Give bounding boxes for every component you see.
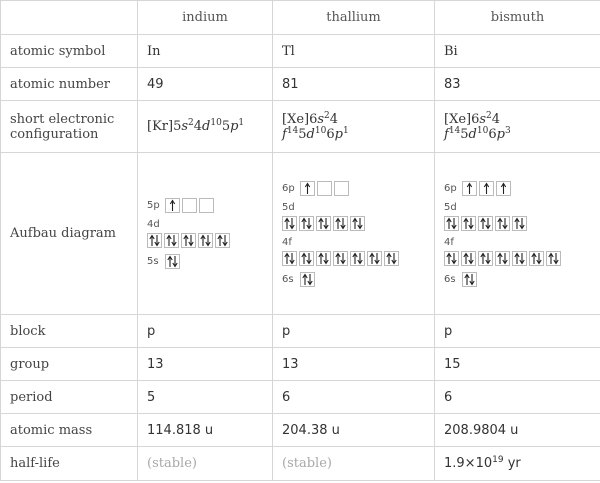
paired-orbital-box <box>495 216 510 231</box>
orbital-6s <box>444 272 591 287</box>
paired-arrows-icon <box>167 255 178 268</box>
paired-orbital-box <box>529 251 544 266</box>
orbital-boxes <box>165 254 180 269</box>
orbital-boxes <box>300 181 349 196</box>
paired-arrows-icon <box>301 252 312 265</box>
value-bismuth-block: p <box>435 315 600 348</box>
paired-orbital-box <box>461 251 476 266</box>
label-config: short electronic configuration <box>1 101 138 153</box>
row-half-life <box>1 447 600 481</box>
orbital-5p <box>147 198 263 213</box>
paired-orbital-box <box>165 254 180 269</box>
value-thallium-block: p <box>273 315 435 348</box>
orbital-boxes <box>462 181 511 196</box>
paired-arrows-icon <box>301 217 312 230</box>
paired-arrows-icon <box>464 273 475 286</box>
label-half-life: half-life <box>1 447 138 481</box>
value-indium-symbol: In <box>138 35 273 68</box>
spin-up-orbital-box <box>496 181 511 196</box>
header-thallium: thallium <box>273 1 435 35</box>
value-indium-block: p <box>138 315 273 348</box>
paired-arrows-icon <box>531 252 542 265</box>
value-thallium-config: $[Xe]6s^24$ $f^{14}5d^{10}6p^1$ <box>273 101 435 153</box>
header-row <box>1 1 600 35</box>
value-bismuth-symbol: Bi <box>435 35 600 68</box>
spin-up-orbital-box <box>479 181 494 196</box>
paired-arrows-icon <box>335 252 346 265</box>
orbital-label: 6p <box>282 182 295 194</box>
label-atomic-number: atomic number <box>1 68 138 101</box>
paired-orbital-box <box>316 251 331 266</box>
orbital-6p <box>444 181 591 196</box>
paired-arrows-icon <box>369 252 380 265</box>
up-arrow-icon <box>498 182 509 195</box>
row-period <box>1 381 600 414</box>
paired-arrows-icon <box>149 234 160 247</box>
paired-arrows-icon <box>480 252 491 265</box>
paired-arrows-icon <box>302 273 313 286</box>
paired-arrows-icon <box>463 252 474 265</box>
orbital-6s <box>282 272 425 287</box>
paired-orbital-box <box>512 216 527 231</box>
label-block: block <box>1 315 138 348</box>
value-bismuth-mass: 208.9804 u <box>435 414 600 447</box>
value-thallium-mass: 204.38 u <box>273 414 435 447</box>
orbital-boxes <box>165 198 214 213</box>
orbital-boxes <box>462 272 477 287</box>
paired-orbital-box <box>147 233 162 248</box>
orbital-label: 5s <box>147 256 159 267</box>
up-arrow-icon <box>464 182 475 195</box>
orbital-5s <box>147 254 263 269</box>
empty-orbital-box <box>182 198 197 213</box>
orbital-label: 5d <box>282 201 295 213</box>
orbital-boxes <box>444 216 591 231</box>
paired-arrows-icon <box>446 217 457 230</box>
row-atomic-symbol <box>1 35 600 68</box>
label-atomic-mass: atomic mass <box>1 414 138 447</box>
value-thallium-symbol: Tl <box>273 35 435 68</box>
paired-orbital-box <box>495 251 510 266</box>
orbital-boxes <box>300 272 315 287</box>
paired-orbital-box <box>444 251 459 266</box>
paired-orbital-box <box>462 272 477 287</box>
orbital-boxes <box>147 233 263 248</box>
orbital-label: 6s <box>282 273 294 285</box>
value-thallium-half-life: (stable) <box>273 447 435 481</box>
paired-orbital-box <box>478 216 493 231</box>
orbital-boxes <box>444 251 591 266</box>
row-group <box>1 348 600 381</box>
row-aufbau <box>1 153 600 315</box>
orbital-label: 5d <box>444 201 457 213</box>
value-indium-half-life: (stable) <box>138 447 273 481</box>
paired-orbital-box <box>350 216 365 231</box>
spin-up-orbital-box <box>300 181 315 196</box>
paired-orbital-box <box>367 251 382 266</box>
orbital-4d <box>147 219 263 248</box>
paired-orbital-box <box>546 251 561 266</box>
value-bismuth-config: $[Xe]6s^24$ $f^{14}5d^{10}6p^3$ <box>435 101 600 153</box>
orbital-boxes <box>282 251 425 266</box>
value-bismuth-period: 6 <box>435 381 600 414</box>
paired-arrows-icon <box>200 234 211 247</box>
paired-arrows-icon <box>318 217 329 230</box>
paired-orbital-box <box>461 216 476 231</box>
value-indium-period: 5 <box>138 381 273 414</box>
paired-orbital-box <box>282 216 297 231</box>
row-config <box>1 101 600 153</box>
paired-orbital-box <box>300 272 315 287</box>
up-arrow-icon <box>167 199 178 212</box>
paired-arrows-icon <box>514 217 525 230</box>
paired-arrows-icon <box>217 234 228 247</box>
orbital-label: 4d <box>147 219 160 230</box>
paired-arrows-icon <box>480 217 491 230</box>
paired-arrows-icon <box>514 252 525 265</box>
paired-arrows-icon <box>463 217 474 230</box>
label-group: group <box>1 348 138 381</box>
paired-orbital-box <box>478 251 493 266</box>
orbital-label: 4f <box>444 236 454 248</box>
up-arrow-icon <box>481 182 492 195</box>
value-indium-group: 13 <box>138 348 273 381</box>
paired-arrows-icon <box>166 234 177 247</box>
orbital-4f <box>282 237 425 266</box>
up-arrow-icon <box>302 182 313 195</box>
paired-arrows-icon <box>497 252 508 265</box>
paired-orbital-box <box>350 251 365 266</box>
header-indium: indium <box>138 1 273 35</box>
aufbau-thallium <box>273 153 435 315</box>
paired-arrows-icon <box>497 217 508 230</box>
row-block <box>1 315 600 348</box>
paired-orbital-box <box>215 233 230 248</box>
paired-orbital-box <box>512 251 527 266</box>
orbital-label: 6p <box>444 182 457 194</box>
paired-orbital-box <box>282 251 297 266</box>
aufbau-indium <box>138 153 273 315</box>
header-empty <box>1 1 138 35</box>
paired-arrows-icon <box>284 252 295 265</box>
paired-orbital-box <box>316 216 331 231</box>
paired-orbital-box <box>333 216 348 231</box>
aufbau-bismuth <box>435 153 600 315</box>
orbital-5d <box>282 202 425 231</box>
header-bismuth: bismuth <box>435 1 600 35</box>
paired-orbital-box <box>164 233 179 248</box>
orbital-label: 5p <box>147 200 160 211</box>
paired-orbital-box <box>198 233 213 248</box>
paired-orbital-box <box>299 251 314 266</box>
orbital-6p <box>282 181 425 196</box>
paired-orbital-box <box>444 216 459 231</box>
value-thallium-group: 13 <box>273 348 435 381</box>
spin-up-orbital-box <box>462 181 477 196</box>
paired-orbital-box <box>181 233 196 248</box>
paired-orbital-box <box>384 251 399 266</box>
paired-arrows-icon <box>284 217 295 230</box>
paired-arrows-icon <box>548 252 559 265</box>
paired-arrows-icon <box>335 217 346 230</box>
label-period: period <box>1 381 138 414</box>
orbital-label: 6s <box>444 273 456 285</box>
empty-orbital-box <box>334 181 349 196</box>
label-aufbau: Aufbau diagram <box>1 153 138 315</box>
empty-orbital-box <box>317 181 332 196</box>
paired-arrows-icon <box>386 252 397 265</box>
paired-arrows-icon <box>318 252 329 265</box>
orbital-5d <box>444 202 591 231</box>
value-bismuth-number: 83 <box>435 68 600 101</box>
paired-arrows-icon <box>183 234 194 247</box>
value-indium-mass: 114.818 u <box>138 414 273 447</box>
spin-up-orbital-box <box>165 198 180 213</box>
paired-arrows-icon <box>352 252 363 265</box>
value-indium-config: $[Kr]5s^24d^{10}5p^1$ <box>138 101 273 153</box>
paired-orbital-box <box>299 216 314 231</box>
value-bismuth-half-life: $1.9\times 10^{19}$ yr <box>435 447 600 481</box>
row-atomic-number <box>1 68 600 101</box>
orbital-4f <box>444 237 591 266</box>
value-thallium-period: 6 <box>273 381 435 414</box>
value-bismuth-group: 15 <box>435 348 600 381</box>
value-indium-number: 49 <box>138 68 273 101</box>
row-atomic-mass <box>1 414 600 447</box>
paired-arrows-icon <box>446 252 457 265</box>
orbital-label: 4f <box>282 236 292 248</box>
orbital-boxes <box>282 216 425 231</box>
paired-orbital-box <box>333 251 348 266</box>
label-atomic-symbol: atomic symbol <box>1 35 138 68</box>
empty-orbital-box <box>199 198 214 213</box>
paired-arrows-icon <box>352 217 363 230</box>
value-thallium-number: 81 <box>273 68 435 101</box>
